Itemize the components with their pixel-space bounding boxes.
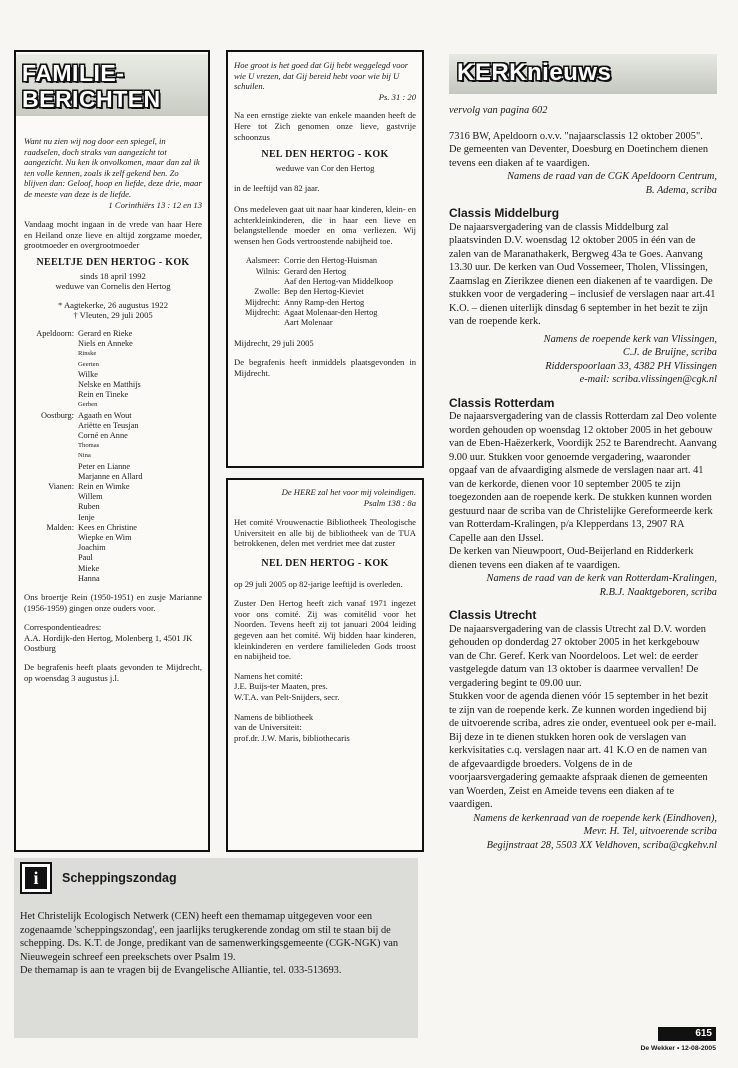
relative-name: Thomas — [78, 442, 100, 450]
relative-location — [24, 564, 78, 574]
section-body-rotterdam-2: De kerken van Nieuwpoort, Oud-Beijerland en Ridderkerk dienen tevens een diaken af te vaardigen. — [449, 546, 694, 571]
obituary-intro: Vandaag mocht ingaan in de vrede van haar Here en Heiland onze lieve en altijd zorgzame moeder, grootmoeder en overgrootmoeder — [24, 219, 202, 251]
scheppingszondag-text — [20, 910, 412, 978]
section-body-middelburg: De najaarsvergadering van de classis Middelburg zal plaatsvinden D.V. woensdag 12 oktober 2005 in één van de zalen van de Maranathakerk, Bergweg 43a te Goes. Aanvang 13.30 uur. De kerken van Oud Vossemeer, Tholen, Vlissingen, Zaamslag en Zierikzee dienen een diakenen af te vaardigen. De stukken voor de vergadering – inclusief de verslagen naar art.41 K.O. – dienen uiterlijk dinsdag 6 september in het bezit te zijn van de roepende kerk. — [449, 221, 716, 327]
kerknieuws-header — [449, 54, 717, 94]
relative-name: Nelske en Matthijs — [78, 379, 141, 389]
obituary-neeltje — [24, 136, 202, 683]
relative-name: Gerben — [78, 401, 98, 409]
section-body-utrecht: De najaarsvergadering van de classis Utrecht zal D.V. worden gehouden op donderdag 27 oktober 2005 in het kerkgebouw van de Chr. Geref. Kerk van Noordeloos. Let wel: de eerder vastgelegde datum van 13 oktober is daarmee vervallen! De vergadering begint te 09.00 uur. — [449, 623, 706, 689]
relative-location — [24, 451, 78, 461]
relative-location — [24, 370, 78, 380]
relative-location — [234, 277, 284, 287]
bible-verse-ref: Psalm 138 : 8a — [363, 497, 416, 508]
relative-location — [24, 380, 78, 390]
signature: Begijnstraat 28, 5503 XX Veldhoven, scriba@cgkehv.nl — [486, 839, 717, 851]
relative-location — [24, 339, 78, 349]
widow-of: weduwe van Cornelis den Hertog — [55, 281, 171, 292]
library-line: van de Universiteit: — [234, 722, 302, 733]
relative-location: Wilnis: — [255, 266, 280, 276]
relatives-list — [234, 256, 416, 328]
widow-since: sinds 18 april 1992 — [80, 270, 146, 281]
correspondence-label: Correspondentieadres: — [24, 622, 102, 633]
relative-name: Anny Ramp-den Hertog — [284, 297, 365, 307]
committee-member: W.T.A. van Pelt-Snijders, secr. — [234, 691, 340, 702]
relative-name: Geerten — [78, 360, 99, 368]
siblings-note: Ons broertje Rein (1950-1951) en zusje Marianne (1956-1959) gingen onze ouders voor. — [24, 591, 202, 613]
age-line: in de leeftijd van 82 jaar. — [234, 183, 320, 194]
sympathy-text: Ons medeleven gaat uit naar haar kinderen, klein- en achterkleinkinderen, die in haar een lieve en belangstellende moeder en oma verliezen. Wij wensen hen Gods vertroostende nabijheid toe. — [234, 203, 416, 246]
relative-name: Gerard en Rieke — [78, 328, 133, 338]
signature: Mevr. H. Tel, uitvoerende scriba — [583, 826, 717, 837]
bible-verse-ref: 1 Corinthiërs 13 : 12 en 13 — [108, 199, 202, 210]
relative-location — [24, 472, 78, 482]
relative-name: Wilke — [78, 369, 98, 379]
committee-label: Namens het comité: — [234, 670, 303, 681]
relative-location — [24, 431, 78, 441]
committee-intro: Het comité Vrouwenactie Bibliotheek Theologische Universiteit en alle bij de bibliotheek van de TUA betrokkenen, delen met verdriet mee dat zuster — [234, 517, 416, 549]
relative-location — [24, 421, 78, 431]
relative-name: Nina — [78, 452, 91, 460]
relative-location — [24, 513, 78, 523]
signature: Namens de raad van de CGK Apeldoorn Centrum, — [507, 171, 717, 182]
relative-name: Ariëtte en Teusjan — [78, 420, 139, 430]
relative-location — [24, 441, 78, 451]
scheppingszondag-title: Scheppingszondag — [62, 871, 177, 885]
relative-name: Niels en Anneke — [78, 339, 133, 349]
section-heading-utrecht: Classis Utrecht — [449, 608, 537, 622]
relative-location — [24, 533, 78, 543]
relative-location — [24, 553, 78, 563]
bible-verse-ref: Ps. 31 : 20 — [378, 91, 416, 102]
relative-location — [234, 318, 284, 328]
burial-note: De begrafenis heeft inmiddels plaatsgevonden in Mijdrecht. — [234, 356, 416, 378]
relative-location: Mijdrecht: — [244, 307, 280, 317]
relative-name: Bep den Hertog-Kieviet — [284, 287, 364, 297]
relative-name: Agaat Molenaar-den Hertog — [284, 307, 378, 317]
death-line: op 29 juli 2005 op 82-jarige leeftijd is overleden. — [234, 578, 403, 589]
deceased-name: NEELTJE DEN HERTOG - KOK — [36, 256, 190, 268]
scheppingszondag-contact: De themamap is aan te vragen bij de Evangelische Alliantie, tel. 033-513693. — [20, 965, 342, 976]
relative-location: Aalsmeer: — [245, 256, 280, 266]
relative-location — [24, 390, 78, 400]
relative-name: Ienje — [78, 512, 95, 522]
bible-verse: Hoe groot is het goed dat Gij hebt weggelegd voor wie U vrezen, dat Gij bereid hebt voor wie bij U schuilen. — [234, 60, 409, 92]
correspondence-address: A.A. Hordijk-den Hertog, Molenberg 1, 4501 JK Oostburg — [24, 632, 193, 654]
relative-name: Gerard den Hertog — [284, 266, 347, 276]
relative-location: Oostburg: — [40, 410, 74, 420]
relative-name: Ruben — [78, 502, 100, 512]
signature: Ridderspoorlaan 33, 4382 PH Vlissingen — [545, 360, 717, 372]
widow-of: weduwe van Cor den Hertog — [275, 162, 375, 173]
birth-line: * Aagtekerke, 26 augustus 1922 — [57, 299, 169, 310]
section-heading-rotterdam: Classis Rotterdam — [449, 395, 555, 410]
kerknieuws-title: KERKnieuws — [457, 59, 612, 86]
relative-name: Aaf den Hertog-van Middelkoop — [284, 276, 393, 286]
signature: C.J. de Bruijne, scriba — [622, 347, 717, 358]
library-label: Namens de bibliotheek — [234, 711, 314, 722]
bible-verse: De HERE zal het voor mij voleindigen. — [281, 487, 416, 497]
apeldoorn-text: 7316 BW, Apeldoorn o.v.v. "najaarsclassis 12 oktober 2005". De gemeenten van Deventer, Doesburg en Doetinchem dienen tevens een diaken af te vaardigen. — [449, 130, 709, 169]
relative-name: Paul — [78, 553, 93, 563]
signature: B. Adema, scriba — [645, 184, 717, 196]
tribute-text: Zuster Den Hertog heeft zich vanaf 1971 ingezet voor ons comité. Zij was comitélid voor het Noorden. Tevens heeft zij tot januari 2004 leiding gegeven aan het comité. Wij bidden haar kinderen, kleinkinderen en verdere familieleden Gods troost en nabijheid toe. — [234, 598, 416, 662]
signature: R.B.J. Naaktgeboren, scriba — [599, 586, 717, 598]
relative-name: Peter en Lianne — [78, 461, 131, 471]
relative-location — [24, 502, 78, 512]
signature: Namens de roepende kerk van Vlissingen, — [543, 333, 717, 345]
relative-location — [24, 574, 78, 584]
familieberichten-title: FAMILIE- BERICHTEN — [22, 60, 161, 112]
relative-location — [24, 492, 78, 502]
relative-location — [24, 543, 78, 553]
obituary-intro: Na een ernstige ziekte van enkele maanden heeft de Here tot Zich genomen onze lieve, gastvrije schoonzus — [234, 110, 416, 142]
signature: Namens de raad van de kerk van Rotterdam-Kralingen, — [486, 573, 717, 584]
bible-verse: Want nu zien wij nog door een spiegel, in raadselen, doch straks van aangezicht tot aangezicht. Nu ken ik onvolkomen, maar dan zal ik ten volle kennen, zoals ik zelf gekend ben. Zo blijven dan: Geloof, hoop en liefde, deze drie, maar de meeste van deze is de liefde. — [24, 136, 202, 199]
signature-email: e-mail: scriba.vlissingen@cgk.nl — [579, 374, 717, 385]
familieberichten-header — [16, 54, 208, 116]
deceased-name: NEL DEN HERTOG - KOK — [261, 149, 389, 161]
burial-note: De begrafenis heeft plaats gevonden te Mijdrecht, op woensdag 3 augustus j.l. — [24, 661, 202, 683]
relative-name: Rein en Tineke — [78, 390, 129, 400]
section-body-rotterdam: De najaarsvergadering van de classis Rotterdam zal Deo volente worden gehouden op woensdag 12 oktober 2005 in het gebouw van de Eben-Haëzerkerk, Voordijk 252 te Barendrecht. Aanvang 9.00 uur. Stukken voor genoemde vergadering, waaronder opgaaf van de afvaardiging alsmede de verslagen naar art. 41 van de kerkorde, dienen voor 10 september 2005 te zijn toegezonden aan de roepende kerk. De stukken kunnen worden gestuurd naar de scriba van de Christelijke Gereformeerde kerk van Rotterdam-Kralingen, p/a Klepperdans 13, 2907 RA Capelle aan den IJssel. — [449, 411, 717, 544]
deceased-name: NEL DEN HERTOG - KOK — [261, 557, 389, 569]
signature: Namens de kerkenraad van de roepende kerk (Eindhoven), — [473, 812, 717, 824]
committee-member: J.E. Buijs-ter Maaten, pres. — [234, 681, 328, 692]
page-number: 615 — [658, 1027, 716, 1041]
info-icon: i — [20, 862, 52, 894]
relative-location: Apeldoorn: — [36, 328, 74, 338]
relative-name: Agaath en Wout — [78, 410, 132, 420]
relative-location: Malden: — [46, 522, 74, 532]
relative-location: Zwolle: — [254, 287, 280, 297]
relative-location: Mijdrecht: — [244, 297, 280, 307]
section-heading-middelburg: Classis Middelburg — [449, 206, 560, 220]
relative-name: Corrie den Hertog-Huisman — [284, 256, 378, 266]
relative-name: Willem — [78, 492, 103, 502]
continued-from: vervolg van pagina 602 — [449, 105, 548, 116]
obituary-nel-family — [234, 60, 416, 378]
relative-name: Aart Molenaar — [284, 318, 333, 328]
relative-location — [24, 462, 78, 472]
kerknieuws-column — [449, 104, 717, 852]
relative-name: Wiepke en Wim — [78, 532, 132, 542]
relative-location — [24, 360, 78, 370]
relatives-list — [24, 329, 202, 584]
obituary-nel-committee — [234, 487, 416, 743]
relative-location: Vianen: — [48, 481, 74, 491]
library-signatory: prof.dr. J.W. Maris, bibliothecaris — [234, 732, 350, 743]
death-line: † Vleuten, 29 juli 2005 — [73, 310, 153, 321]
place-date: Mijdrecht, 29 juli 2005 — [234, 338, 314, 349]
scheppingszondag-body: Het Christelijk Ecologisch Netwerk (CEN) heeft een themamap uitgegeven voor een zogenaamde 'scheppingszondag', een jaarlijks terugkerende zondag om stil te staan bij de schepping. Ds. K.T. de Jonge, predikant van de samenwerkingsgemeente (CGK-NGK) van Nieuwegein schreef een preekschets over Psalm 19. — [20, 911, 399, 963]
relative-name: Joachim — [78, 543, 106, 553]
relative-location — [24, 349, 78, 359]
relative-name: Corné en Anne — [78, 430, 128, 440]
relative-name: Rinske — [78, 350, 97, 358]
relative-location — [24, 400, 78, 410]
relative-name: Mieke — [78, 563, 100, 573]
relative-name: Rein en Wimke — [78, 481, 130, 491]
section-body-utrecht-2: Stukken voor de agenda dienen vóór 15 september in het bezit te zijn van de roepende kerk. Ze kunnen worden ingediend bij de uitvoerende scriba, adres zie onder, eventueel ook per e-mail. Bij deze in te dienen stukken horen ook de verslagen van kerkvisitaties c.q. verslagen naar art. 41 K.O en de namen van de afgevaardigde broeders. Volgens de in de voorjaarsvergadering gemaakte afspraak dienen de gemeenten van Woerden, Zeist en Ameide tevens een diaken af te vaardigen. — [449, 691, 717, 810]
relative-name: Hanna — [78, 573, 100, 583]
relative-name: Kees en Christine — [78, 522, 137, 532]
relative-name: Marjanne en Allard — [78, 471, 143, 481]
publication-line: De Wekker • 12-08-2005 — [640, 1045, 716, 1052]
